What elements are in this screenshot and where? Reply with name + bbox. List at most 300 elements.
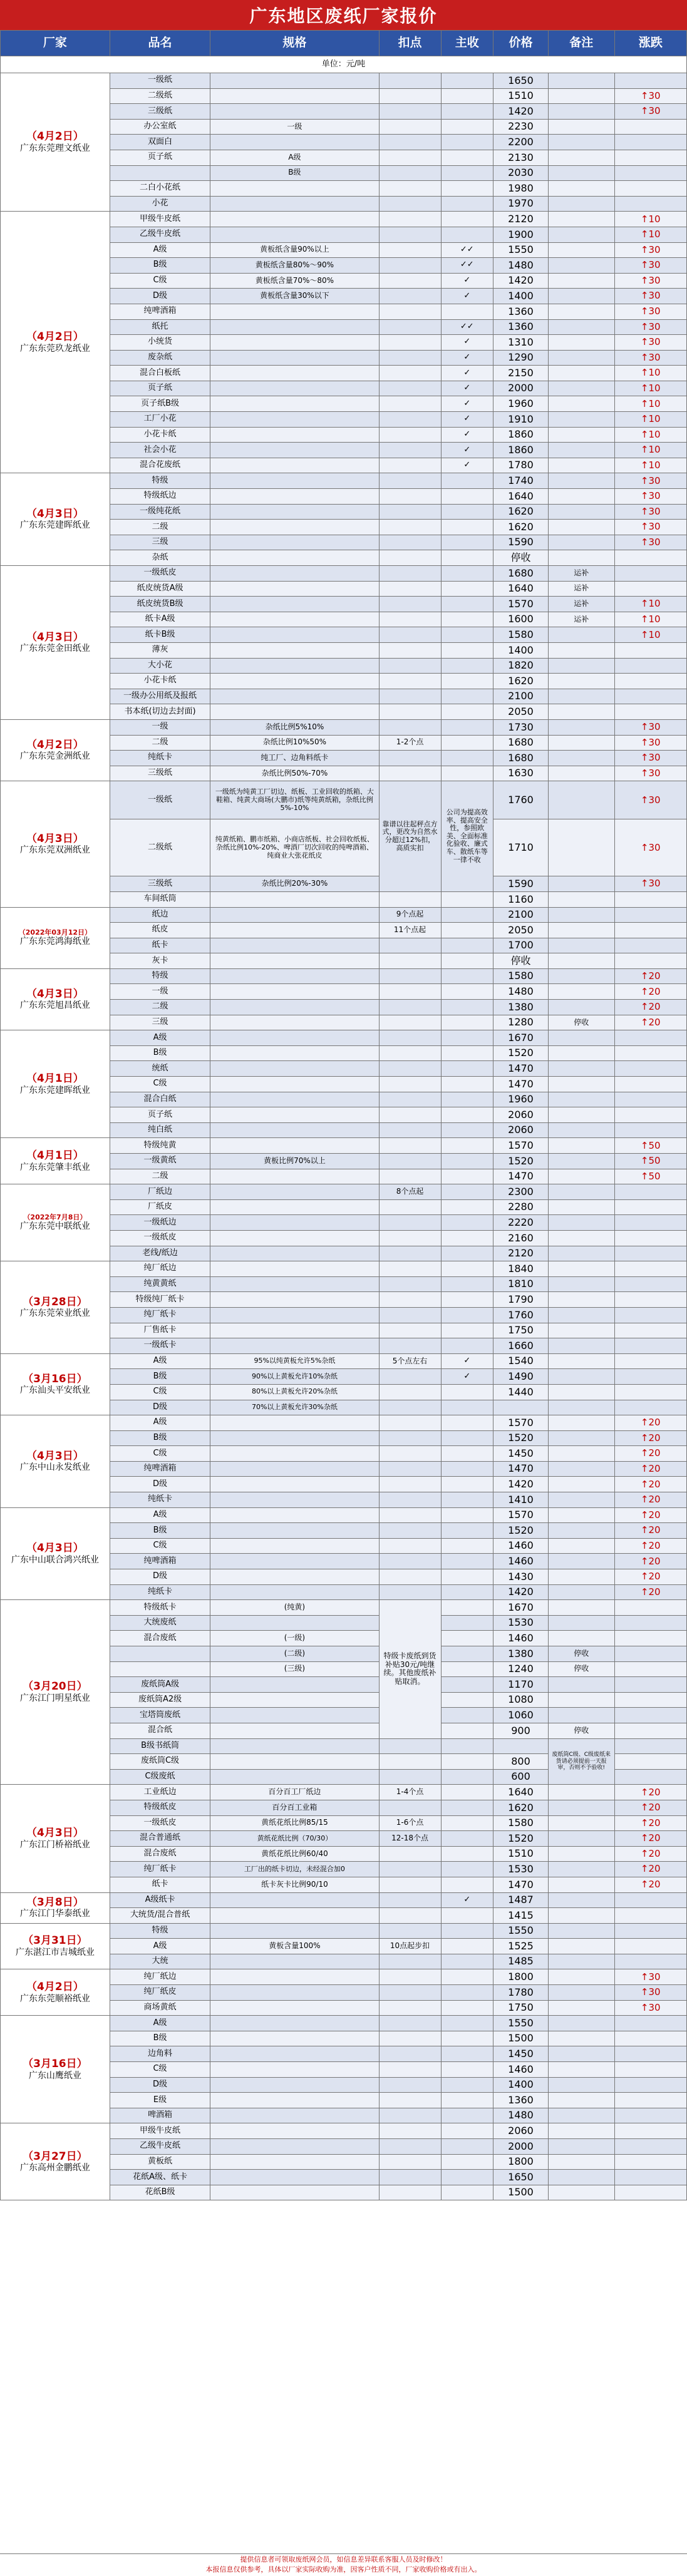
spec-cell: 一级 [210, 119, 379, 135]
main-collect-cell [441, 1631, 493, 1646]
change-cell: ↑30 [614, 504, 687, 520]
grade-cell [110, 1661, 210, 1677]
spec-cell [210, 366, 379, 381]
price-cell: 1570 [493, 1415, 549, 1431]
spec-cell [210, 1738, 379, 1754]
remark-cell [548, 1077, 614, 1092]
main-collect-cell [441, 1461, 493, 1477]
deduction-cell [379, 2123, 441, 2139]
change-cell: ↑10 [614, 212, 687, 227]
main-collect-cell [441, 1184, 493, 1200]
remark-cell [548, 1538, 614, 1554]
grade-cell: 三级 [110, 1015, 210, 1030]
spec-cell [210, 2046, 379, 2062]
main-collect-cell [441, 1000, 493, 1015]
main-collect-cell [441, 1923, 493, 1939]
grade-cell: 啤酒箱 [110, 2108, 210, 2123]
spec-cell: 黄纸花纸比例60/40 [210, 1846, 379, 1862]
main-collect-cell [441, 1030, 493, 1046]
grade-cell: 一级黄纸 [110, 1154, 210, 1169]
factory-cell [1, 73, 110, 212]
remark-cell [548, 1384, 614, 1400]
spec-cell: 黄板纸含量80%～90% [210, 258, 379, 274]
main-collect-cell [441, 953, 493, 969]
factory-name: 广东江门桥裕纸业 [19, 1839, 90, 1850]
grade-cell: C级 [110, 273, 210, 289]
deduction-cell [379, 1276, 441, 1292]
price-cell: 1580 [493, 968, 549, 984]
price-cell: 2000 [493, 2139, 549, 2155]
grade-cell: 厂售纸卡 [110, 1323, 210, 1338]
spec-cell [210, 427, 379, 443]
deduction-cell [379, 1954, 441, 1969]
change-cell [614, 1030, 687, 1046]
spec-cell [210, 1708, 379, 1723]
spec-cell [210, 984, 379, 1000]
change-cell: ↑20 [614, 1477, 687, 1492]
price-cell [493, 1738, 549, 1754]
remark-cell [548, 1138, 614, 1154]
remark-cell [548, 704, 614, 720]
spec-cell [210, 1292, 379, 1308]
spec-cell: 黄板比例70%以上 [210, 1154, 379, 1169]
factory-date: （2022年03月12日） [18, 928, 91, 936]
grade-cell: 黄板纸 [110, 2154, 210, 2170]
remark-cell [548, 2139, 614, 2155]
deduction-cell: 5个点左右 [379, 1353, 441, 1369]
price-cell: 1550 [493, 242, 549, 258]
deduction-note: 特级卡废纸到货补贴30元/吨继续。其他废纸补贴取消。 [379, 1600, 441, 1738]
change-cell [614, 1738, 687, 1754]
main-collect-cell [441, 1292, 493, 1308]
remark-cell [548, 968, 614, 984]
deduction-cell [379, 704, 441, 720]
remark-cell [548, 550, 614, 566]
change-cell [614, 1692, 687, 1708]
spec-cell: 黄纸花纸比例（70/30） [210, 1831, 379, 1847]
price-cell: 2120 [493, 1246, 549, 1261]
grade-cell: 二级 [110, 1169, 210, 1184]
change-cell [614, 1923, 687, 1939]
grade-cell: 三级 [110, 535, 210, 550]
remark-cell [548, 412, 614, 428]
grade-cell: 一级纸皮 [110, 1230, 210, 1246]
price-cell: 1700 [493, 938, 549, 953]
main-collect-cell [441, 751, 493, 766]
spec-cell: 杂纸比例5%10% [210, 719, 379, 735]
price-cell: 2120 [493, 212, 549, 227]
change-cell: ↑10 [614, 427, 687, 443]
remark-cell [548, 1215, 614, 1231]
grade-cell: 纯厂纸卡 [110, 1307, 210, 1323]
table-row [1, 1138, 687, 1154]
remark-cell [548, 1600, 614, 1616]
change-cell: ↑30 [614, 304, 687, 319]
price-cell: 1470 [493, 1461, 549, 1477]
change-cell [614, 1307, 687, 1323]
main-collect-cell [441, 1800, 493, 1815]
remark-cell [548, 1985, 614, 2001]
main-collect-cell [441, 2154, 493, 2170]
deduction-cell [379, 242, 441, 258]
main-collect-cell: ✓✓ [441, 319, 493, 335]
grade-cell: C级 [110, 1077, 210, 1092]
main-collect-cell [441, 196, 493, 212]
remark-cell [548, 1353, 614, 1369]
change-cell [614, 1615, 687, 1631]
change-cell [614, 1646, 687, 1662]
price-cell: 1480 [493, 984, 549, 1000]
remark-cell: 停收 [548, 1661, 614, 1677]
factory-date: （3月20日） [23, 1680, 88, 1693]
spec-cell [210, 1477, 379, 1492]
deduction-cell [379, 335, 441, 351]
spec-cell [210, 581, 379, 597]
spec-cell [210, 597, 379, 612]
price-cell: 1620 [493, 674, 549, 689]
main-collect-cell [441, 1199, 493, 1215]
remark-cell [548, 73, 614, 89]
deduction-cell: 10点起步扣 [379, 1939, 441, 1954]
price-cell: 1420 [493, 104, 549, 120]
main-collect-cell [441, 1831, 493, 1847]
grade-cell: 小统货 [110, 335, 210, 351]
spec-cell [210, 2139, 379, 2155]
change-cell [614, 2016, 687, 2031]
price-cell: 1500 [493, 2031, 549, 2046]
deduction-cell [379, 504, 441, 520]
spec-cell [210, 1908, 379, 1924]
price-cell: 2220 [493, 1215, 549, 1231]
deduction-cell [379, 566, 441, 582]
price-cell: 1620 [493, 1800, 549, 1815]
remark-cell [548, 1954, 614, 1969]
grade-cell: 页子纸 [110, 150, 210, 165]
factory-name: 广东江门明星纸业 [19, 1693, 90, 1703]
deduction-cell [379, 227, 441, 242]
main-collect-cell: ✓ [441, 458, 493, 473]
price-cell: 1460 [493, 1631, 549, 1646]
price-cell: 1400 [493, 289, 549, 304]
remark-cell [548, 319, 614, 335]
price-cell: 1800 [493, 2154, 549, 2170]
change-cell: ↑20 [614, 1877, 687, 1892]
remark-cell [548, 1246, 614, 1261]
factory-name: 广东山鹰纸业 [28, 2070, 81, 2081]
remark-cell [548, 1800, 614, 1815]
main-collect-cell [441, 658, 493, 674]
deduction-cell [379, 1215, 441, 1231]
change-cell [614, 2062, 687, 2078]
remark-cell [548, 1862, 614, 1877]
table-row [1, 2123, 687, 2139]
grade-cell: A级 [110, 2016, 210, 2031]
change-cell [614, 1199, 687, 1215]
remark-cell [548, 273, 614, 289]
remark-cell [548, 2000, 614, 2016]
spec-cell: (一级) [210, 1631, 379, 1646]
deduction-cell [379, 1985, 441, 2001]
change-cell: ↑10 [614, 396, 687, 412]
main-collect-cell [441, 304, 493, 319]
main-collect-cell [441, 1092, 493, 1107]
main-collect-cell [441, 1323, 493, 1338]
grade-cell: 灰卡 [110, 953, 210, 969]
change-cell: ↑30 [614, 781, 687, 819]
price-cell: 1680 [493, 735, 549, 751]
factory-date: （3月8日） [26, 1896, 84, 1909]
spec-cell [210, 1985, 379, 2001]
price-cell: 1240 [493, 1661, 549, 1677]
price-cell: 1710 [493, 819, 549, 876]
grade-cell: 厂纸边 [110, 1184, 210, 1200]
header-change: 涨跌 [614, 31, 687, 56]
spec-cell [210, 535, 379, 550]
spec-cell [210, 1215, 379, 1231]
spec-cell [210, 1000, 379, 1015]
price-cell: 2280 [493, 1199, 549, 1215]
deduction-cell [379, 304, 441, 319]
spec-cell [210, 304, 379, 319]
remark-cell [548, 227, 614, 242]
spec-note-2: 纯黄纸箱、鹏市纸箱、小商店纸板、社会回收纸板、杂纸比例10%-20%、啤酒厂切次回收的纯啤酒箱、纯商业大张花纸皮 [210, 819, 379, 876]
factory-date: （4月3日） [26, 832, 84, 845]
deduction-cell: 11个点起 [379, 923, 441, 938]
main-collect-cell [441, 2139, 493, 2155]
deduction-cell: 8个点起 [379, 1184, 441, 1200]
remark-cell [548, 1969, 614, 1985]
price-cell: 1760 [493, 1307, 549, 1323]
change-cell [614, 1600, 687, 1616]
price-cell: 1400 [493, 2077, 549, 2093]
grade-cell: 纯啤酒箱 [110, 1461, 210, 1477]
price-cell: 1470 [493, 1169, 549, 1184]
table-row [1, 1184, 687, 1200]
remark-cell [548, 1477, 614, 1492]
grade-cell: 特级 [110, 473, 210, 489]
change-cell: ↑20 [614, 1862, 687, 1877]
remark-cell [548, 1276, 614, 1292]
price-cell: 1820 [493, 658, 549, 674]
spec-cell [210, 181, 379, 197]
change-cell [614, 642, 687, 658]
main-collect-cell [441, 473, 493, 489]
remark-cell: 停收 [548, 1646, 614, 1662]
table-row [1, 1785, 687, 1800]
grade-cell: 社会小花 [110, 443, 210, 458]
spec-cell: 黄板纸含量70%～80% [210, 273, 379, 289]
price-cell: 1470 [493, 1877, 549, 1892]
grade-cell: 杂纸 [110, 550, 210, 566]
grade-cell: 纸托 [110, 319, 210, 335]
main-collect-cell [441, 1815, 493, 1831]
spec-cell [210, 1030, 379, 1046]
factory-date: （4月3日） [26, 1827, 84, 1840]
change-cell [614, 1215, 687, 1231]
deduction-cell [379, 1000, 441, 1015]
remark-cell [548, 766, 614, 781]
change-cell [614, 907, 687, 923]
remark-cell [548, 2016, 614, 2031]
change-cell [614, 566, 687, 582]
grade-cell: 统纸 [110, 1061, 210, 1077]
main-collect-cell [441, 504, 493, 520]
grade-cell: 特级纯黄 [110, 1138, 210, 1154]
grade-cell: 工业纸边 [110, 1785, 210, 1800]
header-product: 品名 [110, 31, 210, 56]
deduction-cell [379, 535, 441, 550]
remark-cell [548, 2031, 614, 2046]
deduction-cell [379, 751, 441, 766]
main-collect-cell [441, 150, 493, 165]
spec-cell [210, 396, 379, 412]
factory-date: （4月2日） [26, 738, 84, 751]
remark-cell [548, 1785, 614, 1800]
price-cell: 1570 [493, 1138, 549, 1154]
spec-cell [210, 1538, 379, 1554]
deduction-cell [379, 1492, 441, 1508]
price-cell: 1620 [493, 520, 549, 535]
main-collect-cell [441, 2062, 493, 2078]
change-cell: ↑10 [614, 412, 687, 428]
main-collect-cell: ✓ [441, 1892, 493, 1908]
price-cell: 1980 [493, 181, 549, 197]
spec-cell [210, 1169, 379, 1184]
grade-cell: 纸卡 [110, 1877, 210, 1892]
spec-cell [210, 1138, 379, 1154]
grade-cell: 车间纸筒 [110, 891, 210, 907]
price-cell: 1810 [493, 1276, 549, 1292]
main-collect-cell [441, 1939, 493, 1954]
spec-cell: 黄板含量100% [210, 1939, 379, 1954]
spec-cell: (二级) [210, 1646, 379, 1662]
deduction-cell [379, 1015, 441, 1030]
spec-cell [210, 2123, 379, 2139]
spec-cell [210, 1969, 379, 1985]
deduction-cell [379, 2062, 441, 2078]
remark-cell [548, 150, 614, 165]
change-cell: ↑20 [614, 1569, 687, 1585]
price-cell: 1780 [493, 1985, 549, 2001]
grade-cell: A级 [110, 1939, 210, 1954]
main-collect-cell [441, 1985, 493, 2001]
grade-cell: 一级纸皮 [110, 1815, 210, 1831]
deduction-cell [379, 2154, 441, 2170]
grade-cell: 纸卡B级 [110, 627, 210, 643]
deduction-cell [379, 642, 441, 658]
change-cell [614, 1261, 687, 1277]
main-collect-cell [441, 1415, 493, 1431]
spec-cell [210, 520, 379, 535]
deduction-cell [379, 674, 441, 689]
spec-cell: 黄纸花纸比例85/15 [210, 1815, 379, 1831]
change-cell [614, 1631, 687, 1646]
remark-cell [548, 2093, 614, 2108]
grade-cell: 三级纸 [110, 876, 210, 892]
deduction-cell: 12-18个点 [379, 1831, 441, 1847]
spec-cell [210, 1569, 379, 1585]
grade-cell: 废杂纸 [110, 350, 210, 366]
remark-cell [548, 1908, 614, 1924]
main-collect-cell [441, 923, 493, 938]
main-collect-cell: ✓ [441, 350, 493, 366]
remark-cell [548, 2046, 614, 2062]
price-cell: 1410 [493, 1492, 549, 1508]
deduction-cell [379, 350, 441, 366]
main-collect-cell [441, 1862, 493, 1877]
deduction-cell [379, 1892, 441, 1908]
factory-name: 广东东莞金田纸业 [19, 644, 90, 654]
change-cell [614, 953, 687, 969]
price-cell: 1400 [493, 642, 549, 658]
spec-cell [210, 1061, 379, 1077]
change-cell [614, 2077, 687, 2093]
spec-cell: 70%以上黄板允许30%杂纸 [210, 1400, 379, 1415]
deduction-cell [379, 1923, 441, 1939]
remark-cell [548, 119, 614, 135]
price-cell: 2130 [493, 150, 549, 165]
price-cell: 1530 [493, 1615, 549, 1631]
change-cell [614, 1230, 687, 1246]
change-cell: ↑20 [614, 1815, 687, 1831]
grade-cell: 混合废纸 [110, 1631, 210, 1646]
factory-name: 广东江门华泰纸业 [19, 1909, 90, 1919]
deduction-cell [379, 2108, 441, 2123]
deduction-cell [379, 1261, 441, 1277]
deduction-cell [379, 273, 441, 289]
remark-cell [548, 2108, 614, 2123]
main-collect-cell [441, 1276, 493, 1292]
price-cell: 1450 [493, 2046, 549, 2062]
price-cell: 2050 [493, 923, 549, 938]
remark-cell [548, 181, 614, 197]
price-cell: 1550 [493, 2016, 549, 2031]
main-collect-cell [441, 2108, 493, 2123]
price-cell: 1650 [493, 2170, 549, 2185]
change-cell [614, 1954, 687, 1969]
remark-cell [548, 938, 614, 953]
spec-cell [210, 1338, 379, 1354]
spec-cell: B级 [210, 165, 379, 181]
change-cell: ↑30 [614, 104, 687, 120]
main-collect-cell [441, 581, 493, 597]
remark-cell [548, 1092, 614, 1107]
spec-cell [210, 319, 379, 335]
factory-cell [1, 1415, 110, 1508]
deduction-cell [379, 212, 441, 227]
spec-cell [210, 2062, 379, 2078]
remark-cell [548, 1923, 614, 1939]
remark-cell [548, 1831, 614, 1847]
change-cell: ↑10 [614, 458, 687, 473]
price-cell: 1440 [493, 1384, 549, 1400]
main-collect-cell [441, 119, 493, 135]
factory-name: 广东东莞肇丰纸业 [19, 1162, 90, 1173]
factory-name: 广东中山永发纸业 [19, 1462, 90, 1473]
grade-cell: 混合白板纸 [110, 366, 210, 381]
price-cell: 1420 [493, 1477, 549, 1492]
price-cell: 1590 [493, 876, 549, 892]
main-collect-cell [441, 719, 493, 735]
main-collect-cell [441, 212, 493, 227]
deduction-cell [379, 1846, 441, 1862]
spec-cell [210, 1307, 379, 1323]
main-collect-cell [441, 1246, 493, 1261]
grade-cell: A级 [110, 1507, 210, 1523]
footer [0, 2553, 687, 2576]
deduction-cell [379, 1415, 441, 1431]
factory-date: （4月3日） [26, 987, 84, 1000]
